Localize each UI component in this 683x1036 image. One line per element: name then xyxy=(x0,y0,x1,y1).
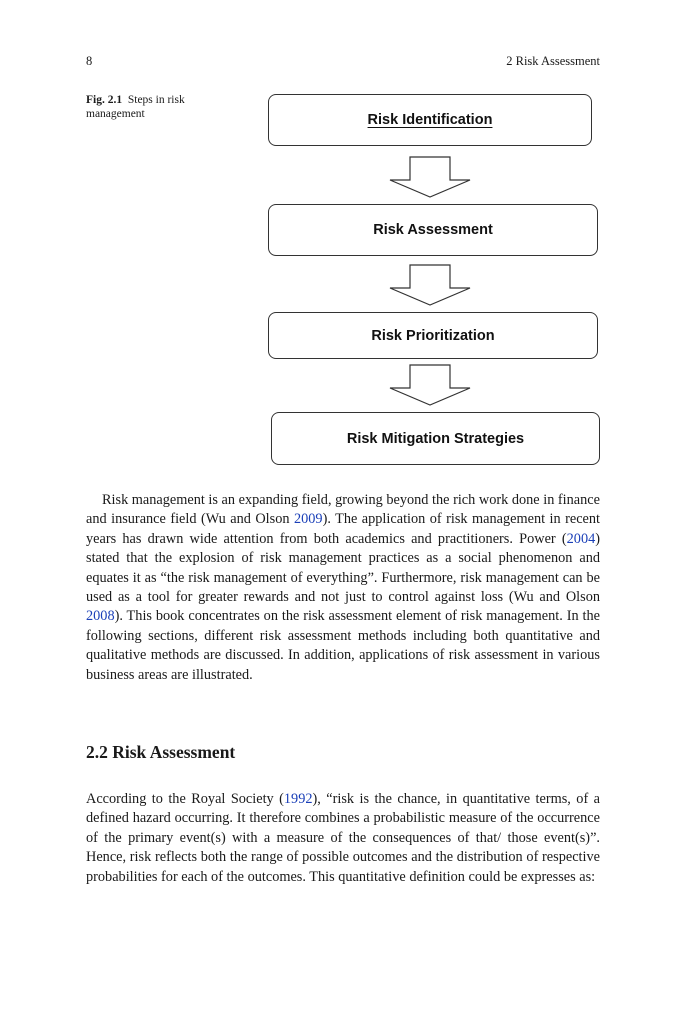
step-box-risk-prioritization xyxy=(268,312,598,359)
page-number: 8 xyxy=(86,54,93,68)
figure-caption-text: Steps in risk management xyxy=(86,94,185,120)
text-run: ) stated that the explosion of risk management practices as a social phenomenon and equates it as “the risk management of everything”. Furthermore, risk management can be used as a tool for greater rewards and not just to control against loss (Wu and Olson xyxy=(86,530,600,606)
text-run: ). This book concentrates on the risk assessment element of risk management. In the following sections, different risk assessment methods including both quantitative and qualitative methods are discussed. In addition, applications of risk assessment in various business areas are illustrated. xyxy=(86,608,600,683)
running-head: 2 Risk Assessment xyxy=(506,54,600,68)
citation-link[interactable]: 2008 xyxy=(86,608,115,625)
text-run: ), “risk is the chance, in quantitative terms, of a defined hazard occurring. It therefore combines a probabilistic measure of the occurrence of the primary event(s) with a measure of the consequences of that/ those event(s)”. Hence, risk reflects both the range of possible outcomes and the distribution of respective probabilities for each of the outcomes. This quantitative definition could be expresses as: xyxy=(86,791,600,885)
step-label: Risk Assessment xyxy=(373,222,493,238)
page-header xyxy=(86,54,600,72)
down-arrow-icon xyxy=(388,364,472,406)
down-arrow-icon xyxy=(388,156,472,198)
step-box-risk-identification xyxy=(268,94,592,146)
citation-link[interactable]: 2004 xyxy=(566,530,596,547)
figure-label: Fig. 2.1 xyxy=(86,94,123,106)
step-box-risk-mitigation-strategies xyxy=(271,412,600,465)
text-run: According to the Royal Society ( xyxy=(86,791,284,807)
body-paragraph xyxy=(86,491,600,685)
text-run: Risk management is an expanding field, growing beyond the rich work done in finance and insurance field (Wu and Olson xyxy=(86,492,600,528)
down-arrow-icon xyxy=(388,264,472,306)
step-label: Risk Mitigation Strategies xyxy=(346,430,525,447)
citation-link[interactable]: 1992 xyxy=(283,791,313,807)
step-label: Risk Prioritization xyxy=(371,327,495,344)
text-run: ). The application of risk management in recent years has drawn wide attention from both academics and practitioners. Power ( xyxy=(86,511,601,547)
step-box-risk-assessment xyxy=(268,204,598,256)
step-label: Risk Identification xyxy=(367,112,493,128)
body-paragraph xyxy=(86,790,600,887)
citation-link[interactable]: 2009 xyxy=(293,511,323,528)
figure-caption xyxy=(86,93,236,121)
section-heading: 2.2 Risk Assessment xyxy=(86,742,236,762)
